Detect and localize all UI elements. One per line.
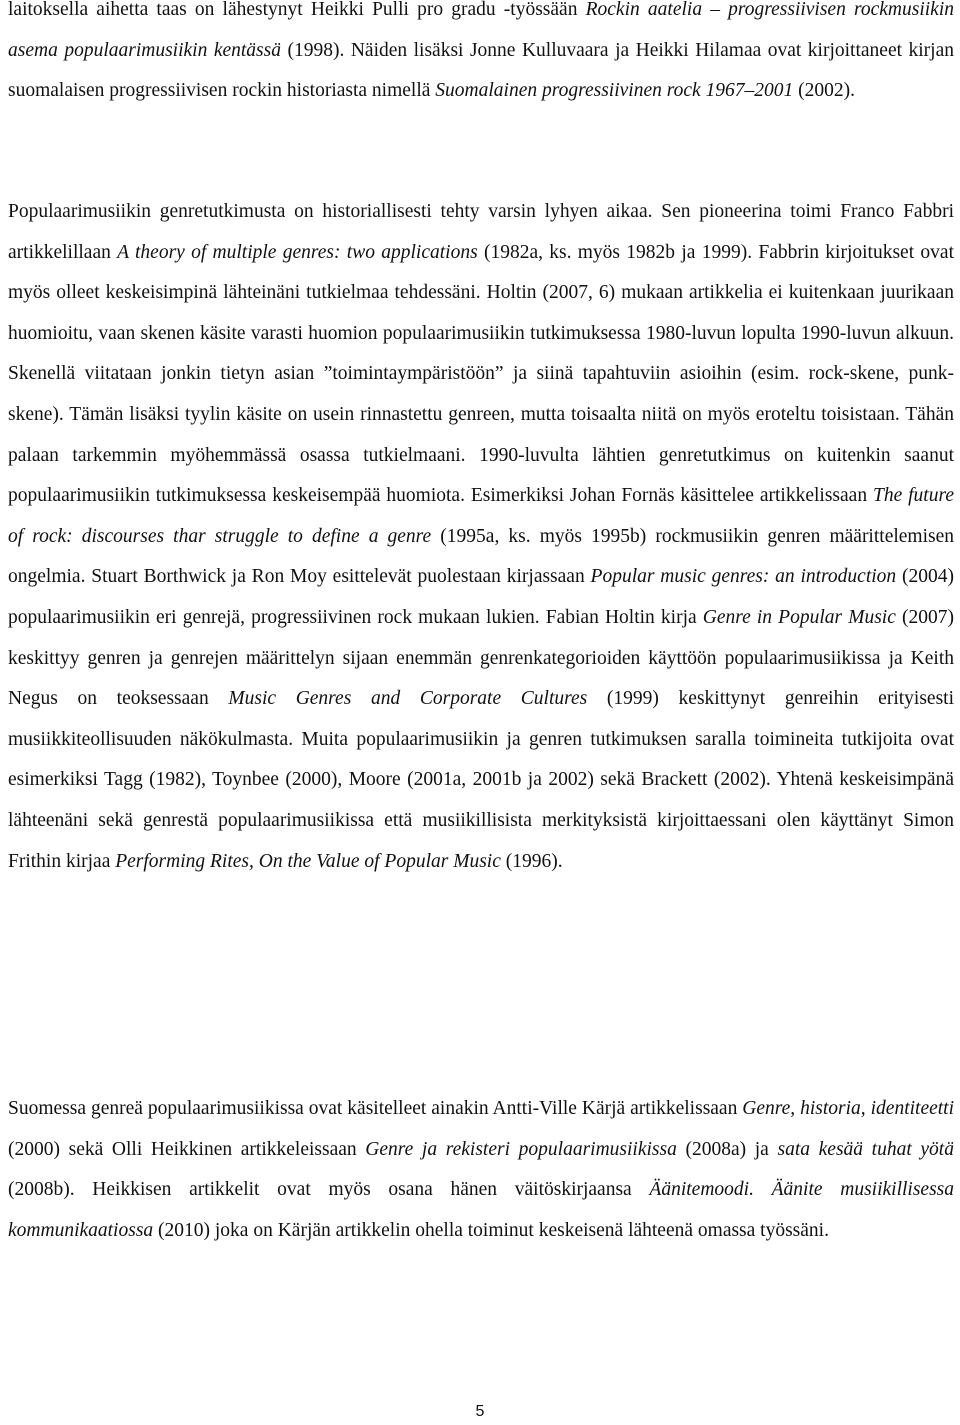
italic-title: A theory of multiple genres: two applications: [117, 241, 478, 263]
text-segment: (2008a) ja: [676, 1138, 778, 1160]
text-segment: (2000) sekä Olli Heikkinen artikkeleissaan: [8, 1138, 366, 1160]
paragraph-2: [8, 192, 954, 882]
text-segment: (1999) keskittynyt genreihin erityisesti musiikkiteollisuuden näkökulmasta. Muita populaarimusiikin ja genren tutkimuksen saralla toimineita tutkijoita ovat esimerkiksi Tagg (1982), Toynbee (2000), Moore (2001a, 2001b ja 2002) sekä Brackett (2002). Yhtenä keskeisimpänä lähteenäni sekä genrestä populaarimusiikissa että musiikillisista merkityksistä kirjoittaessani olen käyttänyt Simon Frithin kirjaa: [8, 688, 954, 872]
text-segment: (1996).: [500, 850, 563, 872]
italic-title: Performing Rites, On the Value of Popular Music: [115, 850, 501, 872]
italic-title: Rockin aatelia – progressiivisen rockmusiikin asema populaarimusiikin kentässä: [8, 0, 954, 61]
text-segment: (2010) joka on Kärjän artikkelin ohella toiminut keskeisenä lähteenä omassa työssäni.: [153, 1219, 829, 1241]
italic-title: Music Genres and Corporate Cultures: [228, 688, 588, 710]
italic-title: Genre ja rekisteri populaarimusiikissa: [365, 1138, 677, 1160]
paragraph-3: [8, 1089, 954, 1251]
text-segment: laitoksella aihetta taas on lähestynyt Heikki Pulli pro gradu -työssään: [8, 0, 586, 20]
text-segment: (2002).: [793, 80, 856, 102]
text-segment: Suomessa genreä populaarimusiikissa ovat käsitelleet ainakin Antti-Ville Kärjä artikkelissaan: [8, 1098, 743, 1119]
text-segment: Populaarimusiikin genretutkimusta on historiallisesti tehty varsin lyhyen aikaa. Sen pioneerina toimi Franco Fabbri artikkelillaan: [8, 201, 954, 263]
page-number: 5: [475, 1403, 485, 1420]
text-segment: (2007) keskittyy genren ja genrejen määrittelyn sijaan enemmän genrenkategorioiden käyttöön populaarimusiikissa ja Keith Negus on teoksessaan: [8, 606, 954, 710]
text-segment: (1998). Näiden lisäksi Jonne Kulluvaara ja Heikki Hilamaa ovat kirjoittaneet kirjan suomalaisen progressiivisen rockin historiasta nimellä: [8, 39, 955, 102]
text-segment: (2004) populaarimusiikin eri genrejä, progressiivinen rock mukaan lukien. Fabian Holtin kirja: [8, 566, 954, 628]
italic-title: Popular music genres: an introduction: [590, 566, 897, 588]
text-segment: (1982a, ks. myös 1982b ja 1999). Fabbrin kirjoitukset ovat myös olleet keskeisimpinä lähteinäni tutkielmaa tehdessäni. Holtin (2007, 6) mukaan artikkelia ei kuitenkaan juurikaan huomioitu, vaan skenen käsite varasti huomion populaarimusiikin tutkimuksessa 1980-luvun lopulta 1990-luvun alkuun. Skenellä viitataan jonkin tietyn asian ”toimintaympäristöön” ja siinä tapahtuviin asioihin (esim. rock-skene, punk-skene). Tämän lisäksi tyylin käsite on usein rinnastettu genreen, mutta toisaalta niitä on myös eroteltu toisistaan. Tähän palaan tarkemmin myöhemmässä osassa tutkielmaani. 1990-luvulta lähtien genretutkimus on kuitenkin saanut populaarimusiikin tutkimuksessa keskeisempää huomiota. Esimerkiksi Johan Fornäs käsittelee artikkelissaan: [8, 241, 954, 507]
text-segment: (1995a, ks. myös 1995b) rockmusiikin genren määrittelemisen ongelmia. Stuart Borthwick ja Ron Moy esittelevät puolestaan kirjassaan: [8, 525, 954, 588]
paragraph-1: [8, 0, 954, 112]
italic-title: Genre in Popular Music: [702, 606, 896, 628]
text-segment: (2008b). Heikkisen artikkelit ovat myös osana hänen väitöskirjaansa: [8, 1179, 650, 1201]
italic-title: The future of rock: discourses thar struggle to define a genre: [8, 485, 954, 547]
italic-title: Äänitemoodi. Äänite musiikillisessa kommunikaatiossa: [8, 1179, 955, 1241]
italic-title: sata kesää tuhat yötä: [777, 1138, 954, 1160]
italic-title: Genre, historia, identiteetti: [742, 1098, 955, 1119]
italic-title: Suomalainen progressiivinen rock 1967–2001: [435, 80, 794, 102]
